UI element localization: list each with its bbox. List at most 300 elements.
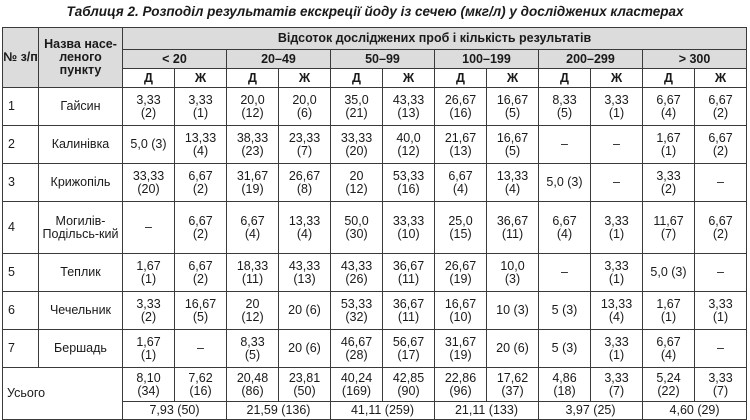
data-cell (227, 254, 279, 292)
range-header: 50–99 (331, 50, 435, 69)
cell-value: 5,24 (656, 370, 681, 385)
cell-count: (20) (137, 181, 160, 196)
table-row (3, 126, 747, 164)
cell-count: (11) (397, 271, 420, 286)
data-cell (435, 126, 487, 164)
data-cell (695, 368, 747, 402)
cell-count: (4) (296, 226, 313, 241)
data-cell (539, 126, 591, 164)
cell-count: (7) (296, 143, 313, 158)
cell-value: 10 (3) (496, 303, 529, 317)
cell-value: 1,67 (656, 296, 681, 311)
cell-count: (4) (660, 347, 677, 362)
data-cell (487, 368, 539, 402)
cell-count: (4) (608, 309, 625, 324)
cell-value: – (613, 175, 620, 189)
cell-count: (2) (140, 105, 157, 120)
place-name: Чечельник (39, 292, 123, 330)
range-header: > 300 (643, 50, 747, 69)
data-cell (331, 202, 383, 254)
cell-count: (50) (293, 383, 316, 398)
data-cell (331, 368, 383, 402)
cell-value: 43,33 (288, 258, 321, 273)
data-cell (435, 88, 487, 126)
cell-value: 6,67 (656, 334, 681, 349)
header-zh: Ж (383, 69, 435, 88)
cell-count: (28) (345, 347, 368, 362)
cell-value: 6,67 (188, 213, 213, 228)
cell-value: 5,0 (3) (650, 265, 687, 279)
range-header: 200–299 (539, 50, 643, 69)
cell-count: (16) (189, 383, 212, 398)
cell-count: (1) (712, 309, 729, 324)
cell-value: 5 (3) (551, 341, 578, 355)
data-cell (539, 368, 591, 402)
data-cell (331, 164, 383, 202)
data-cell (695, 330, 747, 368)
data-cell (123, 126, 175, 164)
data-cell (279, 330, 331, 368)
header-zh: Ж (175, 69, 227, 88)
total-row (3, 368, 747, 402)
cell-count: (90) (397, 383, 420, 398)
data-cell (695, 202, 747, 254)
cell-count: (15) (449, 226, 472, 241)
cell-value: 25,0 (448, 213, 473, 228)
data-cell (123, 164, 175, 202)
cell-count: (1) (192, 105, 209, 120)
combined-cell: 21,11 (133) (435, 402, 539, 420)
data-cell (695, 292, 747, 330)
cell-count: (2) (712, 143, 729, 158)
data-cell (487, 254, 539, 292)
data-cell (591, 164, 643, 202)
cell-count: (4) (452, 181, 469, 196)
cell-count: (12) (397, 143, 420, 158)
cell-value: – (561, 137, 568, 151)
cell-value: 3,33 (656, 168, 681, 183)
cell-value: 26,67 (288, 168, 321, 183)
cell-value: 20 (6) (288, 303, 321, 317)
cell-value: 53,33 (392, 168, 425, 183)
cell-value: 13,33 (496, 168, 529, 183)
data-cell (539, 292, 591, 330)
cell-value: 6,67 (188, 258, 213, 273)
cell-count: (86) (241, 383, 264, 398)
cell-value: – (613, 137, 620, 151)
cell-count: (96) (449, 383, 472, 398)
cell-count: (37) (501, 383, 524, 398)
combined-cell: 7,93 (50) (123, 402, 227, 420)
cell-count: (2) (712, 226, 729, 241)
data-cell (643, 292, 695, 330)
cell-count: (10) (449, 309, 472, 324)
range-header: 20–49 (227, 50, 331, 69)
cell-count: (16) (397, 181, 420, 196)
data-cell (227, 368, 279, 402)
cell-value: 4,86 (552, 370, 577, 385)
data-cell (487, 202, 539, 254)
cell-count: (12) (345, 181, 368, 196)
data-cell (279, 126, 331, 164)
cell-value: 3,33 (604, 370, 629, 385)
data-cell (643, 330, 695, 368)
cell-count: (5) (556, 105, 573, 120)
data-cell (591, 126, 643, 164)
data-cell (643, 368, 695, 402)
cell-value: 20 (349, 168, 364, 183)
cell-count: (4) (244, 226, 261, 241)
cell-value: 40,0 (396, 130, 421, 145)
cell-value: 1,67 (656, 130, 681, 145)
range-header: < 20 (123, 50, 227, 69)
cell-value: 20,48 (236, 370, 269, 385)
data-cell (175, 330, 227, 368)
cell-count: (23) (241, 143, 264, 158)
cell-count: (12) (241, 309, 264, 324)
header-zh: Ж (695, 69, 747, 88)
data-cell (331, 254, 383, 292)
cell-count: (2) (660, 181, 677, 196)
data-cell (383, 254, 435, 292)
data-cell (383, 126, 435, 164)
data-cell (175, 202, 227, 254)
data-cell (487, 126, 539, 164)
cell-value: 16,67 (184, 296, 217, 311)
cell-value: 16,67 (444, 296, 477, 311)
cell-count: (4) (504, 181, 521, 196)
cell-count: (5) (504, 143, 521, 158)
cell-value: 36,67 (392, 296, 425, 311)
cell-value: 56,67 (392, 334, 425, 349)
data-cell (227, 330, 279, 368)
data-cell (123, 292, 175, 330)
cell-count: (1) (608, 271, 625, 286)
cell-count: (32) (345, 309, 368, 324)
data-cell (435, 254, 487, 292)
cell-value: 10,0 (500, 258, 525, 273)
header-zh: Ж (487, 69, 539, 88)
cell-count: (30) (345, 226, 368, 241)
combined-cell: 3,97 (25) (539, 402, 643, 420)
cell-value: 8,33 (240, 334, 265, 349)
cell-count: (8) (296, 181, 313, 196)
cell-value: – (717, 175, 724, 189)
cell-value: 26,67 (444, 92, 477, 107)
cell-count: (169) (341, 383, 372, 398)
place-name: Калинівка (39, 126, 123, 164)
cell-value: 16,67 (496, 130, 529, 145)
cell-count: (4) (192, 143, 209, 158)
cell-value: 20 (6) (288, 341, 321, 355)
cell-count: (7) (660, 226, 677, 241)
cell-count: (16) (449, 105, 472, 120)
cell-value: 21,67 (444, 130, 477, 145)
cell-count: (26) (345, 271, 368, 286)
data-cell (123, 330, 175, 368)
cell-count: (4) (556, 226, 573, 241)
data-cell (643, 164, 695, 202)
row-number: 7 (3, 330, 39, 368)
cell-count: (1) (660, 309, 677, 324)
data-cell (383, 202, 435, 254)
header-zh: Ж (279, 69, 331, 88)
cell-value: 26,67 (444, 258, 477, 273)
row-number: 2 (3, 126, 39, 164)
cell-value: – (561, 265, 568, 279)
cell-count: (1) (608, 226, 625, 241)
data-cell (279, 88, 331, 126)
cell-count: (7) (608, 383, 625, 398)
cell-value: 53,33 (340, 296, 373, 311)
cell-value: 33,33 (392, 213, 425, 228)
table-row (3, 292, 747, 330)
cell-value: 6,67 (708, 213, 733, 228)
cell-value: 33,33 (132, 168, 165, 183)
cell-count: (11) (241, 271, 264, 286)
cell-value: 6,67 (552, 213, 577, 228)
data-cell (383, 164, 435, 202)
data-cell (643, 126, 695, 164)
cell-value: 3,33 (136, 296, 161, 311)
cell-value: 20,0 (292, 92, 317, 107)
data-cell (591, 202, 643, 254)
cell-value: 6,67 (656, 92, 681, 107)
cell-count: (2) (712, 105, 729, 120)
row-number: 5 (3, 254, 39, 292)
cell-value: 43,33 (392, 92, 425, 107)
place-name: Бершадь (39, 330, 123, 368)
data-cell (227, 164, 279, 202)
cell-value: 6,67 (448, 168, 473, 183)
cell-value: 31,67 (444, 334, 477, 349)
data-cell (487, 88, 539, 126)
cell-count: (2) (192, 181, 209, 196)
data-cell (695, 88, 747, 126)
data-cell (123, 202, 175, 254)
data-cell (643, 254, 695, 292)
cell-value: – (717, 341, 724, 355)
data-cell (695, 254, 747, 292)
cell-value: 46,67 (340, 334, 373, 349)
data-cell (695, 126, 747, 164)
cell-value: 8,10 (136, 370, 161, 385)
cell-value: 8,33 (552, 92, 577, 107)
row-number: 6 (3, 292, 39, 330)
data-cell (591, 88, 643, 126)
data-cell (383, 330, 435, 368)
cell-value: 3,33 (708, 370, 733, 385)
cell-count: (5) (192, 309, 209, 324)
data-cell (591, 292, 643, 330)
cell-value: 38,33 (236, 130, 269, 145)
cell-count: (20) (345, 143, 368, 158)
cell-value: 5,0 (3) (546, 175, 583, 189)
table-row (3, 254, 747, 292)
row-number: 3 (3, 164, 39, 202)
header-zh: Ж (591, 69, 643, 88)
cell-count: (1) (608, 105, 625, 120)
data-cell (643, 88, 695, 126)
data-cell (383, 88, 435, 126)
data-cell (123, 254, 175, 292)
row-number: 1 (3, 88, 39, 126)
data-cell (435, 368, 487, 402)
place-name: Крижопіль (39, 164, 123, 202)
cell-count: (3) (504, 271, 521, 286)
data-cell (331, 330, 383, 368)
data-cell (227, 126, 279, 164)
cell-value: 40,24 (340, 370, 373, 385)
cell-value: 18,33 (236, 258, 269, 273)
data-cell (331, 292, 383, 330)
data-cell (331, 126, 383, 164)
cell-value: 3,33 (604, 92, 629, 107)
cell-value: – (197, 341, 204, 355)
data-cell (175, 368, 227, 402)
data-cell (279, 254, 331, 292)
cell-value: 7,62 (188, 370, 213, 385)
data-cell (175, 292, 227, 330)
cell-count: (19) (449, 271, 472, 286)
cell-count: (1) (608, 347, 625, 362)
cell-count: (1) (140, 347, 157, 362)
cell-count: (34) (137, 383, 160, 398)
cell-value: 6,67 (188, 168, 213, 183)
data-cell (227, 292, 279, 330)
cell-count: (11) (397, 309, 420, 324)
cell-value: 3,33 (136, 92, 161, 107)
cell-value: 17,62 (496, 370, 529, 385)
cell-count: (19) (449, 347, 472, 362)
cell-count: (10) (397, 226, 420, 241)
cell-value: 16,67 (496, 92, 529, 107)
cell-value: 6,67 (240, 213, 265, 228)
table-body (3, 88, 747, 420)
data-cell (591, 254, 643, 292)
header-place: Назва насе-леного пункту (39, 28, 123, 88)
header-d: Д (539, 69, 591, 88)
data-cell (175, 126, 227, 164)
data-cell (539, 254, 591, 292)
iodine-excretion-table (2, 27, 747, 420)
data-cell (539, 164, 591, 202)
cell-value: 13,33 (288, 213, 321, 228)
place-name: Могилів-Подільсь-кий (39, 202, 123, 254)
table-row (3, 88, 747, 126)
cell-count: (13) (293, 271, 316, 286)
cell-value: – (145, 220, 152, 234)
data-cell (539, 202, 591, 254)
cell-count: (5) (504, 105, 521, 120)
data-cell (279, 368, 331, 402)
range-header: 100–199 (435, 50, 539, 69)
cell-value: 20,0 (240, 92, 265, 107)
cell-count: (13) (397, 105, 420, 120)
cell-count: (1) (660, 143, 677, 158)
data-cell (487, 164, 539, 202)
cell-value: 22,86 (444, 370, 477, 385)
place-name: Гайсин (39, 88, 123, 126)
data-cell (279, 292, 331, 330)
table-row (3, 330, 747, 368)
cell-value: 5,0 (3) (130, 137, 167, 151)
row-number: 4 (3, 202, 39, 254)
cell-count: (12) (241, 105, 264, 120)
data-cell (435, 202, 487, 254)
combined-cell: 4,60 (29) (643, 402, 747, 420)
data-cell (435, 292, 487, 330)
cell-value: 11,67 (653, 213, 684, 228)
cell-count: (11) (501, 226, 524, 241)
data-cell (383, 368, 435, 402)
data-cell (591, 330, 643, 368)
cell-count: (19) (241, 181, 264, 196)
data-cell (279, 164, 331, 202)
data-cell (123, 368, 175, 402)
cell-value: 6,67 (708, 92, 733, 107)
cell-count: (6) (296, 105, 313, 120)
cell-value: 42,85 (392, 370, 425, 385)
cell-value: 20 (6) (496, 341, 529, 355)
cell-count: (2) (192, 271, 209, 286)
cell-count: (1) (140, 271, 157, 286)
header-number: № з/п (3, 28, 39, 88)
table-row (3, 164, 747, 202)
cell-value: – (717, 265, 724, 279)
cell-value: 36,67 (392, 258, 425, 273)
data-cell (487, 330, 539, 368)
data-cell (175, 88, 227, 126)
data-cell (539, 330, 591, 368)
cell-value: 13,33 (184, 130, 217, 145)
data-cell (175, 254, 227, 292)
cell-count: (5) (244, 347, 261, 362)
cell-value: 13,33 (600, 296, 633, 311)
cell-count: (7) (712, 383, 729, 398)
data-cell (279, 202, 331, 254)
cell-count: (22) (657, 383, 680, 398)
place-name: Теплик (39, 254, 123, 292)
data-cell (435, 330, 487, 368)
header-d: Д (227, 69, 279, 88)
cell-value: 31,67 (236, 168, 269, 183)
combined-cell: 41,11 (259) (331, 402, 435, 420)
cell-value: 43,33 (340, 258, 373, 273)
cell-value: 3,33 (604, 258, 629, 273)
cell-value: 33,33 (340, 130, 373, 145)
cell-count: (18) (553, 383, 576, 398)
cell-value: 5 (3) (551, 303, 578, 317)
table-caption: Таблиця 2. Розподіл результатів екскреції йоду із сечею (мкг/л) у досліджених кластерах (66, 4, 684, 19)
header-group: Відсоток досліджених проб і кількість результатів (123, 28, 747, 50)
data-cell (383, 292, 435, 330)
cell-count: (13) (449, 143, 472, 158)
cell-value: 23,81 (288, 370, 321, 385)
cell-value: 36,67 (496, 213, 529, 228)
cell-value: 3,33 (708, 296, 733, 311)
cell-value: 20 (245, 296, 260, 311)
data-cell (123, 88, 175, 126)
cell-value: 50,0 (344, 213, 369, 228)
combined-cell: 21,59 (136) (227, 402, 331, 420)
cell-value: 3,33 (604, 213, 629, 228)
cell-count: (21) (345, 105, 368, 120)
cell-value: 3,33 (604, 334, 629, 349)
data-cell (435, 164, 487, 202)
cell-count: (17) (397, 347, 420, 362)
data-cell (487, 292, 539, 330)
